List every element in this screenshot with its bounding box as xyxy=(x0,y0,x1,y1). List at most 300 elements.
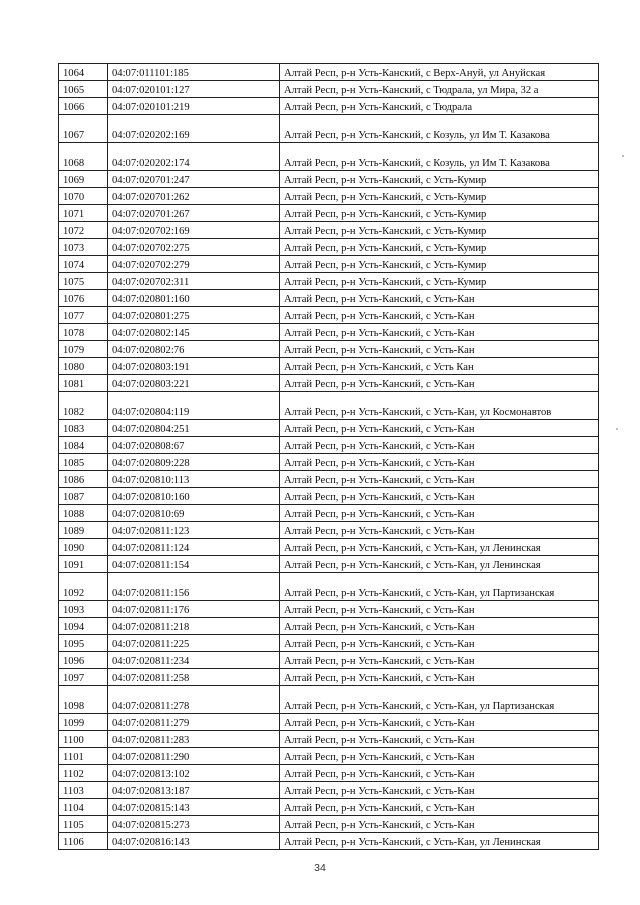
cadastral-number: 04:07:011101:185 xyxy=(112,68,189,79)
address: Алтай Респ, р-н Усть-Канский, с Усть-Кан xyxy=(284,639,475,650)
cadastral-number: 04:07:020701:262 xyxy=(112,192,190,203)
row-number-cell xyxy=(59,324,108,341)
row-number-cell xyxy=(59,64,108,81)
cadastral-number: 04:07:020815:273 xyxy=(112,820,190,831)
cadastral-number-cell xyxy=(108,748,280,765)
row-number-cell xyxy=(59,539,108,556)
address: Алтай Респ, р-н Усть-Канский, с Усть-Кумир xyxy=(284,226,487,237)
table-row xyxy=(59,731,599,748)
row-number-cell xyxy=(59,358,108,375)
address: Алтай Респ, р-н Усть-Канский, с Усть-Кан xyxy=(284,786,475,797)
address-cell xyxy=(280,748,599,765)
row-number-cell xyxy=(59,143,108,171)
table-row xyxy=(59,437,599,454)
row-number: 1083 xyxy=(63,424,85,435)
cadastral-number: 04:07:020813:102 xyxy=(112,769,190,780)
address-cell xyxy=(280,81,599,98)
address-cell xyxy=(280,64,599,81)
row-number: 1086 xyxy=(63,475,85,486)
row-number-cell xyxy=(59,290,108,307)
cadastral-number: 04:07:020815:143 xyxy=(112,803,190,814)
cadastral-number: 04:07:020803:221 xyxy=(112,379,190,390)
cadastral-number: 04:07:020811:156 xyxy=(112,588,190,599)
cadastral-number-cell xyxy=(108,601,280,618)
address: Алтай Респ, р-н Усть-Канский, с Усть-Кан, ул Ленинская xyxy=(284,560,541,571)
row-number: 1078 xyxy=(63,328,85,339)
table-row xyxy=(59,324,599,341)
address-cell xyxy=(280,686,599,714)
row-number: 1096 xyxy=(63,656,85,667)
row-number: 1101 xyxy=(63,752,84,763)
cadastral-number: 04:07:020809:228 xyxy=(112,458,190,469)
row-number: 1072 xyxy=(63,226,85,237)
cadastral-number-cell xyxy=(108,341,280,358)
cadastral-number-cell xyxy=(108,239,280,256)
cadastral-number-cell xyxy=(108,505,280,522)
address-cell xyxy=(280,833,599,850)
table-row xyxy=(59,539,599,556)
row-number: 1098 xyxy=(63,701,85,712)
address: Алтай Респ, р-н Усть-Канский, с Усть-Кан xyxy=(284,718,475,729)
row-number-cell xyxy=(59,556,108,573)
table-row xyxy=(59,290,599,307)
table-row xyxy=(59,392,599,420)
address-cell xyxy=(280,188,599,205)
address: Алтай Респ, р-н Усть-Канский, с Усть-Кан xyxy=(284,441,475,452)
table-row xyxy=(59,714,599,731)
address-cell xyxy=(280,488,599,505)
cadastral-number: 04:07:020702:275 xyxy=(112,243,190,254)
row-number-cell xyxy=(59,635,108,652)
row-number-cell xyxy=(59,115,108,143)
table-row xyxy=(59,748,599,765)
cadastral-number: 04:07:020804:251 xyxy=(112,424,190,435)
row-number: 1106 xyxy=(63,837,84,848)
row-number-cell xyxy=(59,98,108,115)
row-number-cell xyxy=(59,488,108,505)
cadastral-number-cell xyxy=(108,64,280,81)
cadastral-number-cell xyxy=(108,307,280,324)
address: Алтай Респ, р-н Усть-Канский, с Тюдрала xyxy=(284,102,473,113)
address: Алтай Респ, р-н Усть-Канский, с Козуль, ул Им Т. Казакова xyxy=(284,158,550,169)
table-row xyxy=(59,454,599,471)
table-row xyxy=(59,635,599,652)
address: Алтай Респ, р-н Усть-Канский, с Усть-Кан xyxy=(284,656,475,667)
table-row xyxy=(59,488,599,505)
address: Алтай Респ, р-н Усть-Канский, с Усть-Кумир xyxy=(284,192,487,203)
address: Алтай Респ, р-н Усть-Канский, с Усть-Кан xyxy=(284,605,475,616)
row-number-cell xyxy=(59,748,108,765)
row-number: 1075 xyxy=(63,277,85,288)
cadastral-number: 04:07:020802:145 xyxy=(112,328,190,339)
address: Алтай Респ, р-н Усть-Канский, с Козуль, ул Им Т. Казакова xyxy=(284,130,550,141)
row-number-cell xyxy=(59,307,108,324)
row-number: 1073 xyxy=(63,243,85,254)
table-row xyxy=(59,765,599,782)
address: Алтай Респ, р-н Усть-Канский, с Усть-Кан xyxy=(284,803,475,814)
address: Алтай Респ, р-н Усть-Канский, с Усть-Кан xyxy=(284,294,475,305)
table-row xyxy=(59,222,599,239)
cadastral-number-cell xyxy=(108,143,280,171)
table-row xyxy=(59,239,599,256)
row-number-cell xyxy=(59,454,108,471)
address: Алтай Респ, р-н Усть-Канский, с Усть-Кумир xyxy=(284,277,487,288)
cadastral-number-cell xyxy=(108,471,280,488)
row-number-cell xyxy=(59,505,108,522)
table-row xyxy=(59,341,599,358)
table-body xyxy=(59,64,599,850)
cadastral-number: 04:07:020811:123 xyxy=(112,526,190,537)
cadastral-number: 04:07:020801:160 xyxy=(112,294,190,305)
table-row xyxy=(59,573,599,601)
table-row xyxy=(59,522,599,539)
address-cell xyxy=(280,731,599,748)
row-number-cell xyxy=(59,652,108,669)
address: Алтай Респ, р-н Усть-Канский, с Усть-Кан, ул Космонавтов xyxy=(284,407,552,418)
table-row xyxy=(59,799,599,816)
address: Алтай Респ, р-н Усть-Канский, с Усть Кан xyxy=(284,362,474,373)
row-number-cell xyxy=(59,205,108,222)
row-number-cell xyxy=(59,731,108,748)
address: Алтай Респ, р-н Усть-Канский, с Усть-Кан xyxy=(284,328,475,339)
address: Алтай Респ, р-н Усть-Канский, с Усть-Кумир xyxy=(284,260,487,271)
row-number: 1070 xyxy=(63,192,85,203)
cadastral-number: 04:07:020816:143 xyxy=(112,837,190,848)
row-number-cell xyxy=(59,239,108,256)
address: Алтай Респ, р-н Усть-Канский, с Усть-Кан, ул Партизанская xyxy=(284,588,555,599)
cadastral-number: 04:07:020811:278 xyxy=(112,701,190,712)
row-number-cell xyxy=(59,782,108,799)
table-row xyxy=(59,618,599,635)
address: Алтай Респ, р-н Усть-Канский, с Усть-Кан xyxy=(284,509,475,520)
cadastral-number: 04:07:020101:127 xyxy=(112,85,190,96)
row-number: 1091 xyxy=(63,560,85,571)
row-number: 1095 xyxy=(63,639,85,650)
address: Алтай Респ, р-н Усть-Канский, с Усть-Кан xyxy=(284,752,475,763)
cadastral-number-cell xyxy=(108,273,280,290)
table-row xyxy=(59,833,599,850)
cadastral-number-cell xyxy=(108,488,280,505)
address-cell xyxy=(280,307,599,324)
cadastral-number: 04:07:020801:275 xyxy=(112,311,190,322)
address-cell xyxy=(280,765,599,782)
row-number-cell xyxy=(59,392,108,420)
row-number-cell xyxy=(59,273,108,290)
address: Алтай Респ, р-н Усть-Канский, с Усть-Кан, ул Ленинская xyxy=(284,543,541,554)
row-number: 1104 xyxy=(63,803,84,814)
table-row xyxy=(59,81,599,98)
cadastral-number-cell xyxy=(108,324,280,341)
address-cell xyxy=(280,205,599,222)
row-number-cell xyxy=(59,522,108,539)
cadastral-number: 04:07:020810:69 xyxy=(112,509,185,520)
cadastral-number: 04:07:020808:67 xyxy=(112,441,185,452)
table-row xyxy=(59,64,599,81)
address-cell xyxy=(280,239,599,256)
address: Алтай Респ, р-н Усть-Канский, с Усть-Кан xyxy=(284,526,475,537)
row-number: 1085 xyxy=(63,458,85,469)
table-row xyxy=(59,686,599,714)
row-number-cell xyxy=(59,669,108,686)
cadastral-number-cell xyxy=(108,81,280,98)
scan-speck xyxy=(616,428,618,430)
cadastral-number-cell xyxy=(108,115,280,143)
cadastral-number-cell xyxy=(108,375,280,392)
cadastral-number-cell xyxy=(108,222,280,239)
row-number-cell xyxy=(59,573,108,601)
cadastral-number-cell xyxy=(108,782,280,799)
address: Алтай Респ, р-н Усть-Канский, с Усть-Кан xyxy=(284,492,475,503)
row-number: 1099 xyxy=(63,718,85,729)
row-number-cell xyxy=(59,618,108,635)
address: Алтай Респ, р-н Усть-Канский, с Тюдрала, ул Мира, 32 а xyxy=(284,85,539,96)
address-cell xyxy=(280,392,599,420)
table-row xyxy=(59,505,599,522)
table-row xyxy=(59,273,599,290)
table-row xyxy=(59,375,599,392)
table-row xyxy=(59,307,599,324)
address-cell xyxy=(280,273,599,290)
row-number-cell xyxy=(59,256,108,273)
row-number: 1093 xyxy=(63,605,85,616)
row-number-cell xyxy=(59,81,108,98)
address: Алтай Респ, р-н Усть-Канский, с Усть-Кан xyxy=(284,424,475,435)
address: Алтай Респ, р-н Усть-Канский, с Усть-Кан xyxy=(284,820,475,831)
cadastral-number: 04:07:020811:234 xyxy=(112,656,190,667)
address-cell xyxy=(280,539,599,556)
address-cell xyxy=(280,143,599,171)
row-number: 1094 xyxy=(63,622,85,633)
address-cell xyxy=(280,358,599,375)
table-row xyxy=(59,601,599,618)
cadastral-number-cell xyxy=(108,522,280,539)
row-number: 1071 xyxy=(63,209,85,220)
cadastral-number: 04:07:020803:191 xyxy=(112,362,190,373)
table-row xyxy=(59,256,599,273)
address-cell xyxy=(280,324,599,341)
address: Алтай Респ, р-н Усть-Канский, с Усть-Кан xyxy=(284,735,475,746)
cadastral-number-cell xyxy=(108,833,280,850)
cadastral-number-cell xyxy=(108,437,280,454)
row-number: 1081 xyxy=(63,379,85,390)
address-cell xyxy=(280,222,599,239)
address-cell xyxy=(280,635,599,652)
address: Алтай Респ, р-н Усть-Канский, с Усть-Кумир xyxy=(284,243,487,254)
table-row xyxy=(59,669,599,686)
row-number: 1097 xyxy=(63,673,85,684)
cadastral-number-cell xyxy=(108,205,280,222)
cadastral-number-cell xyxy=(108,556,280,573)
cadastral-number-cell xyxy=(108,98,280,115)
row-number: 1076 xyxy=(63,294,85,305)
row-number: 1092 xyxy=(63,588,85,599)
cadastral-number: 04:07:020810:160 xyxy=(112,492,190,503)
cadastral-number: 04:07:020701:247 xyxy=(112,175,190,186)
cadastral-number-cell xyxy=(108,539,280,556)
cadastral-number-cell xyxy=(108,256,280,273)
address: Алтай Респ, р-н Усть-Канский, с Верх-Ануй, ул Ануйская xyxy=(284,68,546,79)
cadastral-number: 04:07:020811:176 xyxy=(112,605,190,616)
table-row xyxy=(59,143,599,171)
address-cell xyxy=(280,799,599,816)
row-number: 1077 xyxy=(63,311,85,322)
cadastral-number-cell xyxy=(108,358,280,375)
address-cell xyxy=(280,290,599,307)
row-number: 1103 xyxy=(63,786,84,797)
cadastral-number-cell xyxy=(108,420,280,437)
row-number: 1068 xyxy=(63,158,85,169)
address-cell xyxy=(280,454,599,471)
row-number: 1084 xyxy=(63,441,85,452)
address-cell xyxy=(280,522,599,539)
cadastral-number: 04:07:020811:258 xyxy=(112,673,190,684)
scan-speck xyxy=(622,155,624,157)
property-registry-table xyxy=(58,63,599,850)
cadastral-number-cell xyxy=(108,652,280,669)
row-number: 1088 xyxy=(63,509,85,520)
address-cell xyxy=(280,816,599,833)
address-cell xyxy=(280,782,599,799)
address-cell xyxy=(280,556,599,573)
row-number: 1079 xyxy=(63,345,85,356)
cadastral-number: 04:07:020811:124 xyxy=(112,543,190,554)
cadastral-number-cell xyxy=(108,171,280,188)
address-cell xyxy=(280,618,599,635)
row-number: 1066 xyxy=(63,102,85,113)
row-number: 1100 xyxy=(63,735,84,746)
address: Алтай Респ, р-н Усть-Канский, с Усть-Кан xyxy=(284,345,475,356)
address-cell xyxy=(280,171,599,188)
row-number: 1065 xyxy=(63,85,85,96)
address: Алтай Респ, р-н Усть-Канский, с Усть-Кан xyxy=(284,379,475,390)
cadastral-number: 04:07:020811:290 xyxy=(112,752,190,763)
cadastral-number: 04:07:020702:169 xyxy=(112,226,190,237)
cadastral-number: 04:07:020702:311 xyxy=(112,277,190,288)
row-number: 1090 xyxy=(63,543,85,554)
cadastral-number-cell xyxy=(108,635,280,652)
row-number: 1064 xyxy=(63,68,85,79)
row-number-cell xyxy=(59,833,108,850)
cadastral-number: 04:07:020811:154 xyxy=(112,560,190,571)
cadastral-number-cell xyxy=(108,392,280,420)
address-cell xyxy=(280,420,599,437)
cadastral-number: 04:07:020101:219 xyxy=(112,102,190,113)
row-number: 1067 xyxy=(63,130,85,141)
address-cell xyxy=(280,669,599,686)
cadastral-number: 04:07:020202:169 xyxy=(112,130,190,141)
row-number-cell xyxy=(59,601,108,618)
row-number-cell xyxy=(59,816,108,833)
address: Алтай Респ, р-н Усть-Канский, с Усть-Кан xyxy=(284,475,475,486)
address-cell xyxy=(280,601,599,618)
cadastral-number: 04:07:020810:113 xyxy=(112,475,190,486)
cadastral-number-cell xyxy=(108,686,280,714)
cadastral-number-cell xyxy=(108,573,280,601)
table-row xyxy=(59,782,599,799)
row-number: 1082 xyxy=(63,407,85,418)
row-number-cell xyxy=(59,765,108,782)
address: Алтай Респ, р-н Усть-Канский, с Усть-Кан xyxy=(284,311,475,322)
table-row xyxy=(59,556,599,573)
address: Алтай Респ, р-н Усть-Канский, с Усть-Кан, ул Партизанская xyxy=(284,701,555,712)
table-row xyxy=(59,188,599,205)
row-number-cell xyxy=(59,171,108,188)
address-cell xyxy=(280,256,599,273)
address-cell xyxy=(280,714,599,731)
row-number-cell xyxy=(59,341,108,358)
cadastral-number: 04:07:020702:279 xyxy=(112,260,190,271)
row-number-cell xyxy=(59,686,108,714)
cadastral-number-cell xyxy=(108,816,280,833)
address-cell xyxy=(280,505,599,522)
row-number: 1087 xyxy=(63,492,85,503)
row-number: 1102 xyxy=(63,769,84,780)
cadastral-number: 04:07:020813:187 xyxy=(112,786,190,797)
row-number-cell xyxy=(59,188,108,205)
table-row xyxy=(59,171,599,188)
cadastral-number-cell xyxy=(108,714,280,731)
row-number: 1089 xyxy=(63,526,85,537)
cadastral-number: 04:07:020811:283 xyxy=(112,735,190,746)
cadastral-number: 04:07:020804:119 xyxy=(112,407,190,418)
row-number-cell xyxy=(59,799,108,816)
cadastral-number: 04:07:020202:174 xyxy=(112,158,190,169)
cadastral-number-cell xyxy=(108,799,280,816)
address-cell xyxy=(280,375,599,392)
address: Алтай Респ, р-н Усть-Канский, с Усть-Кан xyxy=(284,622,475,633)
address-cell xyxy=(280,341,599,358)
row-number-cell xyxy=(59,375,108,392)
address-cell xyxy=(280,98,599,115)
table-row xyxy=(59,652,599,669)
address-cell xyxy=(280,437,599,454)
table-row xyxy=(59,115,599,143)
address-cell xyxy=(280,471,599,488)
table-row xyxy=(59,471,599,488)
page-number: 34 xyxy=(314,862,326,874)
row-number-cell xyxy=(59,471,108,488)
row-number-cell xyxy=(59,437,108,454)
cadastral-number: 04:07:020811:279 xyxy=(112,718,190,729)
cadastral-number: 04:07:020811:218 xyxy=(112,622,190,633)
address-cell xyxy=(280,115,599,143)
address: Алтай Респ, р-н Усть-Канский, с Усть-Кан xyxy=(284,769,475,780)
address: Алтай Респ, р-н Усть-Канский, с Усть-Кумир xyxy=(284,175,487,186)
address-cell xyxy=(280,573,599,601)
cadastral-number-cell xyxy=(108,765,280,782)
row-number: 1105 xyxy=(63,820,84,831)
cadastral-number-cell xyxy=(108,290,280,307)
row-number: 1074 xyxy=(63,260,85,271)
table-row xyxy=(59,420,599,437)
row-number-cell xyxy=(59,714,108,731)
cadastral-number-cell xyxy=(108,454,280,471)
cadastral-number-cell xyxy=(108,731,280,748)
cadastral-number-cell xyxy=(108,188,280,205)
cadastral-number-cell xyxy=(108,669,280,686)
row-number: 1069 xyxy=(63,175,85,186)
table-row xyxy=(59,358,599,375)
cadastral-number: 04:07:020811:225 xyxy=(112,639,190,650)
address-cell xyxy=(280,652,599,669)
address: Алтай Респ, р-н Усть-Канский, с Усть-Кан xyxy=(284,458,475,469)
row-number: 1080 xyxy=(63,362,85,373)
row-number-cell xyxy=(59,420,108,437)
table-row xyxy=(59,98,599,115)
address: Алтай Респ, р-н Усть-Канский, с Усть-Кан, ул Ленинская xyxy=(284,837,541,848)
cadastral-number: 04:07:020701:267 xyxy=(112,209,190,220)
cadastral-number: 04:07:020802:76 xyxy=(112,345,185,356)
